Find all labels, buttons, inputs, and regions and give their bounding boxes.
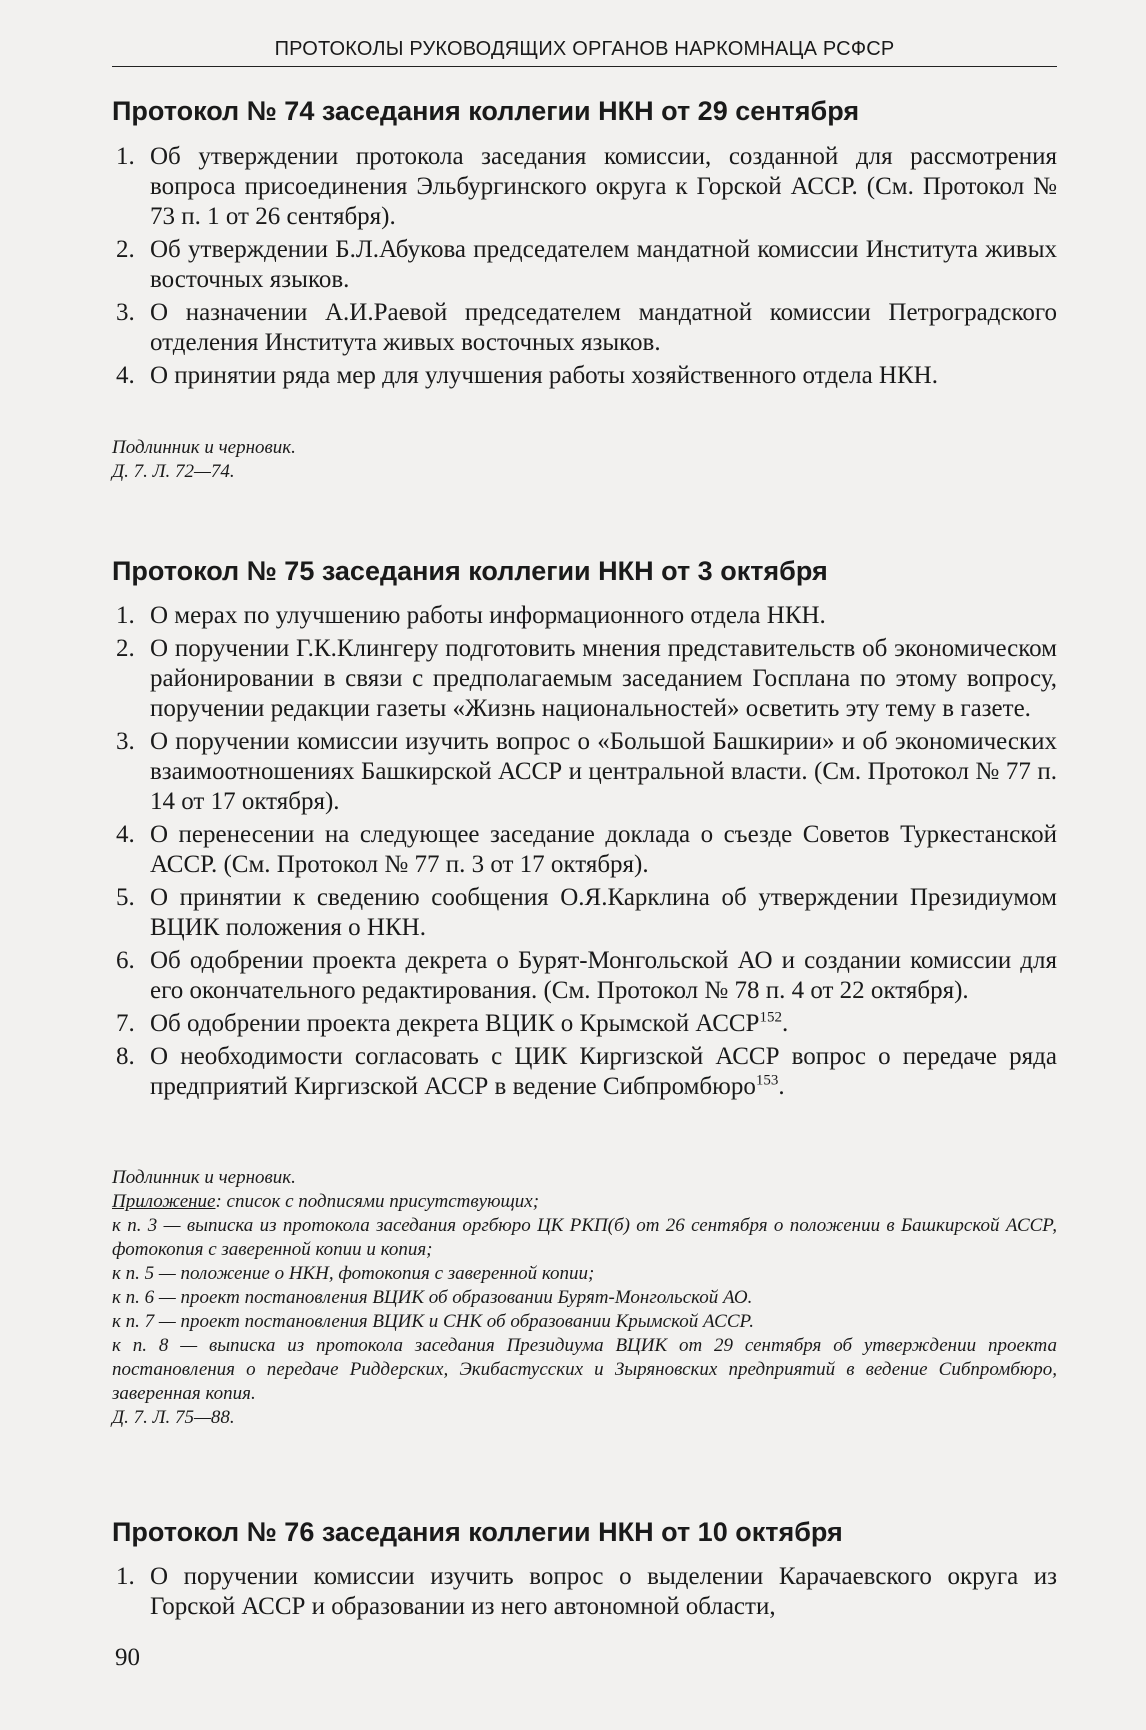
list-item: [112, 235, 1057, 295]
item-number: 1.: [116, 602, 135, 629]
running-header: ПРОТОКОЛЫ РУКОВОДЯЩИХ ОРГАНОВ НАРКОМНАЦА РСФСР: [274, 38, 895, 60]
item-number: 7.: [116, 1010, 135, 1037]
note-line: Д. 7. Л. 75—88.: [112, 1407, 235, 1428]
item-text: Об утверждении протокола заседания комиссии, созданной для рассмотрения вопроса присоединения Эльбургинского округа к Горской АССР. (См. Протокол № 73 п. 1 от 26 сентября).: [150, 143, 1057, 230]
note-line: [112, 1190, 1057, 1214]
note-line: к п. 7 — проект постановления ВЦИК и СНК об образовании Крымской АССР.: [112, 1311, 754, 1332]
protocol-76-items: [112, 1562, 1057, 1625]
item-text: О мерах по улучшению работы информационного отдела НКН.: [150, 602, 826, 629]
appendix-text: : список с подписями присутствующих;: [215, 1191, 540, 1212]
note-line: Подлинник и черновик.: [112, 1167, 296, 1188]
item-number: 5.: [116, 884, 135, 911]
list-item: [112, 361, 1057, 391]
list-item: [112, 601, 1057, 631]
item-number: 6.: [116, 947, 135, 974]
item-text: О поручении Г.К.Клингеру подготовить мнения представительств об экономическом районировании в связи с предполагаемым заседанием Госплана по этому вопросу, поручении редакции газеты «Жизнь национальностей» осветить эту тему в газете.: [150, 635, 1057, 722]
list-item: [112, 298, 1057, 358]
footnote-ref: 152: [759, 1009, 782, 1026]
protocol-74-notes: [112, 436, 1057, 484]
note-line: к п. 5 — положение о НКН, фотокопия с заверенной копии;: [112, 1263, 595, 1284]
note-line: к п. 8 — выписка из протокола заседания Президиума ВЦИК от 29 сентября об утверждении проекта постановления о передаче Риддерских, Экибастусских и Зыряновских предприятий в ведение Сибпромбюро, заверенная копия.: [112, 1335, 1057, 1404]
item-text: Об утверждении Б.Л.Абукова председателем мандатной комиссии Института живых восточных языков.: [150, 236, 1057, 293]
item-text: О необходимости согласовать с ЦИК Киргизской АССР вопрос о передаче ряда предприятий Киргизской АССР в ведение Сибпромбюро: [150, 1043, 1057, 1100]
item-number: 2.: [116, 635, 135, 662]
item-text: О принятии ряда мер для улучшения работы хозяйственного отдела НКН.: [150, 362, 938, 389]
protocol-76-title: Протокол № 76 заседания коллегии НКН от 10 октября: [112, 1517, 843, 1547]
protocol-75-items: [112, 601, 1057, 1105]
list-item: [112, 883, 1057, 943]
list-item: [112, 1042, 1057, 1102]
item-number: 3.: [116, 728, 135, 755]
item-text: О перенесении на следующее заседание доклада о съезде Советов Туркестанской АССР. (См. Протокол № 77 п. 3 от 17 октября).: [150, 821, 1057, 878]
item-number: 4.: [116, 362, 135, 389]
list-item: [112, 1009, 1057, 1039]
item-number: 4.: [116, 821, 135, 848]
note-line: к п. 3 — выписка из протокола заседания оргбюро ЦК РКП(б) от 26 сентября о положении в Башкирской АССР, фотокопия с заверенной копии и копия;: [112, 1215, 1057, 1260]
item-number: 3.: [116, 299, 135, 326]
item-text: О поручении комиссии изучить вопрос о выделении Карачаевского округа из Горской АССР и образовании из него автономной области,: [150, 1563, 1057, 1620]
list-item: [112, 1562, 1057, 1622]
item-number: 1.: [116, 143, 135, 170]
list-item: [112, 634, 1057, 724]
page-number: 90: [115, 1644, 140, 1671]
item-text-end: .: [781, 1010, 789, 1037]
item-number: 8.: [116, 1043, 135, 1070]
item-text: О поручении комиссии изучить вопрос о «Большой Башкирии» и об экономических взаимоотношениях Башкирской АССР и центральной власти. (См. Протокол № 77 п. 14 от 17 октября).: [150, 728, 1057, 815]
list-item: [112, 727, 1057, 817]
item-text-end: .: [778, 1073, 785, 1100]
header-rule: [112, 66, 1057, 67]
list-item: [112, 820, 1057, 880]
protocol-75-title: Протокол № 75 заседания коллегии НКН от 3 октября: [112, 556, 828, 586]
item-text: Об одобрении проекта декрета ВЦИК о Крымской АССР: [150, 1010, 760, 1037]
note-line: к п. 6 — проект постановления ВЦИК об образовании Бурят-Монгольской АО.: [112, 1287, 753, 1308]
note-line: Д. 7. Л. 72—74.: [112, 461, 235, 482]
appendix-label: Приложение: [112, 1191, 216, 1212]
protocol-74-title: Протокол № 74 заседания коллегии НКН от 29 сентября: [112, 96, 860, 126]
item-number: 2.: [116, 236, 135, 263]
list-item: [112, 946, 1057, 1006]
footnote-ref: 153: [755, 1072, 779, 1089]
item-text: О принятии к сведению сообщения О.Я.Карклина об утверждении Президиумом ВЦИК положения о НКН.: [150, 884, 1057, 941]
list-item: [112, 142, 1057, 232]
note-line: Подлинник и черновик.: [112, 437, 296, 458]
protocol-75-notes: [112, 1166, 1057, 1430]
item-number: 1.: [116, 1563, 135, 1590]
protocol-74-items: [112, 142, 1057, 394]
item-text: О назначении А.И.Раевой председателем мандатной комиссии Петроградского отделения Института живых восточных языков.: [150, 299, 1057, 356]
item-text: Об одобрении проекта декрета о Бурят-Монгольской АО и создании комиссии для его окончательного редактирования. (См. Протокол № 78 п. 4 от 22 октября).: [150, 947, 1057, 1004]
